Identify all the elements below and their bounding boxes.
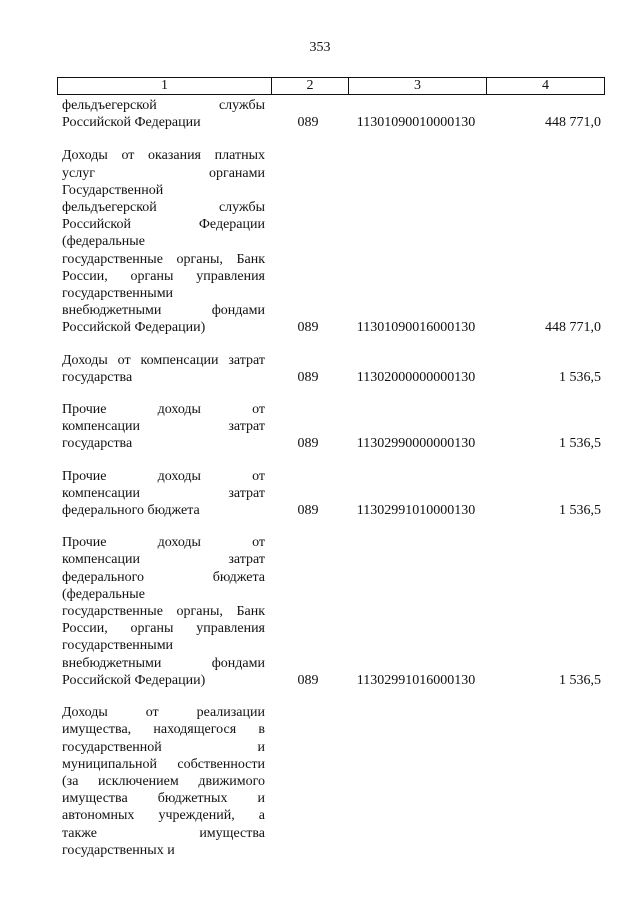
row-amount: 448 771,0 — [545, 115, 601, 131]
table-row — [62, 147, 622, 336]
row-admin-code: 089 — [297, 672, 319, 688]
description-line: компенсации затрат — [62, 552, 265, 568]
row-admin-code: 089 — [297, 115, 319, 131]
table-row — [62, 97, 622, 131]
description-line: муниципальной собственности — [62, 756, 265, 772]
header-col-2: 2 — [272, 78, 349, 95]
description-line: государственными — [62, 286, 174, 302]
description-line: услуг органами — [62, 165, 265, 181]
row-amount: 1 536,5 — [559, 369, 601, 385]
description-line: Прочие доходы от — [62, 468, 265, 484]
description-line: государственной и — [62, 739, 265, 755]
description-line: России, органы управления — [62, 268, 265, 284]
description-line: Доходы от компенсации затрат — [62, 352, 265, 368]
description-line: внебюджетными фондами — [62, 655, 265, 671]
row-description — [62, 147, 265, 336]
row-description — [62, 401, 265, 453]
row-amount: 1 536,5 — [559, 503, 601, 519]
table-row — [62, 468, 622, 520]
row-budget-code: 11301090010000130 — [356, 115, 476, 131]
description-line: внебюджетными фондами — [62, 303, 265, 319]
description-line: Государственной — [62, 182, 164, 198]
page-number: 353 — [309, 40, 331, 55]
description-line: Российской Федерации) — [62, 320, 206, 336]
description-line: фельдъегерской службы — [62, 200, 265, 216]
row-budget-code: 11302000000000130 — [356, 369, 476, 385]
row-budget-code: 11301090016000130 — [356, 320, 476, 336]
description-line: России, органы управления — [62, 621, 265, 637]
description-line: государственные органы, Банк — [62, 251, 265, 267]
description-line: (за исключением движимого — [62, 773, 265, 789]
description-line: Прочие доходы от — [62, 535, 265, 551]
description-line: государственных и — [62, 842, 175, 858]
description-line: (федеральные — [62, 234, 145, 250]
description-line: фельдъегерской службы — [62, 98, 265, 113]
description-line: государства — [62, 369, 133, 385]
description-line: Доходы от реализации — [62, 705, 265, 721]
row-description — [62, 704, 265, 859]
row-budget-code: 11302991010000130 — [356, 503, 476, 519]
row-amount: 1 536,5 — [559, 436, 601, 452]
description-line: имущества бюджетных и — [62, 791, 265, 807]
table-row — [62, 352, 622, 386]
header-col-4: 4 — [487, 78, 605, 95]
description-line: государственные органы, Банк — [62, 604, 265, 620]
description-line: Российской Федерации) — [62, 672, 206, 688]
description-line: Прочие доходы от — [62, 402, 265, 418]
table-row — [62, 401, 622, 453]
table-row — [62, 704, 622, 859]
description-line: автономных учреждений, а — [62, 808, 265, 824]
description-line: также имущества — [62, 825, 265, 841]
row-description — [62, 352, 265, 386]
description-line: компенсации затрат — [62, 419, 265, 435]
row-admin-code: 089 — [297, 369, 319, 385]
header-col-3: 3 — [349, 78, 487, 95]
row-admin-code: 089 — [297, 436, 319, 452]
row-description — [62, 97, 265, 131]
row-admin-code: 089 — [297, 320, 319, 336]
table-header — [57, 77, 605, 95]
table-row — [62, 534, 622, 689]
row-amount: 448 771,0 — [545, 320, 601, 336]
description-line: Доходы от оказания платных — [62, 148, 265, 164]
table-body — [62, 97, 622, 874]
row-budget-code: 11302990000000130 — [356, 436, 476, 452]
description-line: федерального бюджета — [62, 569, 265, 585]
row-description — [62, 534, 265, 689]
description-line: Российской Федерации — [62, 115, 201, 131]
description-line: (федеральные — [62, 586, 145, 602]
description-line: государства — [62, 436, 133, 452]
description-line: федерального бюджета — [62, 503, 200, 519]
row-admin-code: 089 — [297, 503, 319, 519]
row-description — [62, 468, 265, 520]
description-line: Российской Федерации — [62, 217, 265, 233]
row-budget-code: 11302991016000130 — [356, 672, 476, 688]
description-line: компенсации затрат — [62, 485, 265, 501]
description-line: имущества, находящегося в — [62, 722, 265, 738]
header-col-1: 1 — [58, 78, 272, 95]
description-line: государственными — [62, 638, 174, 654]
row-amount: 1 536,5 — [559, 672, 601, 688]
